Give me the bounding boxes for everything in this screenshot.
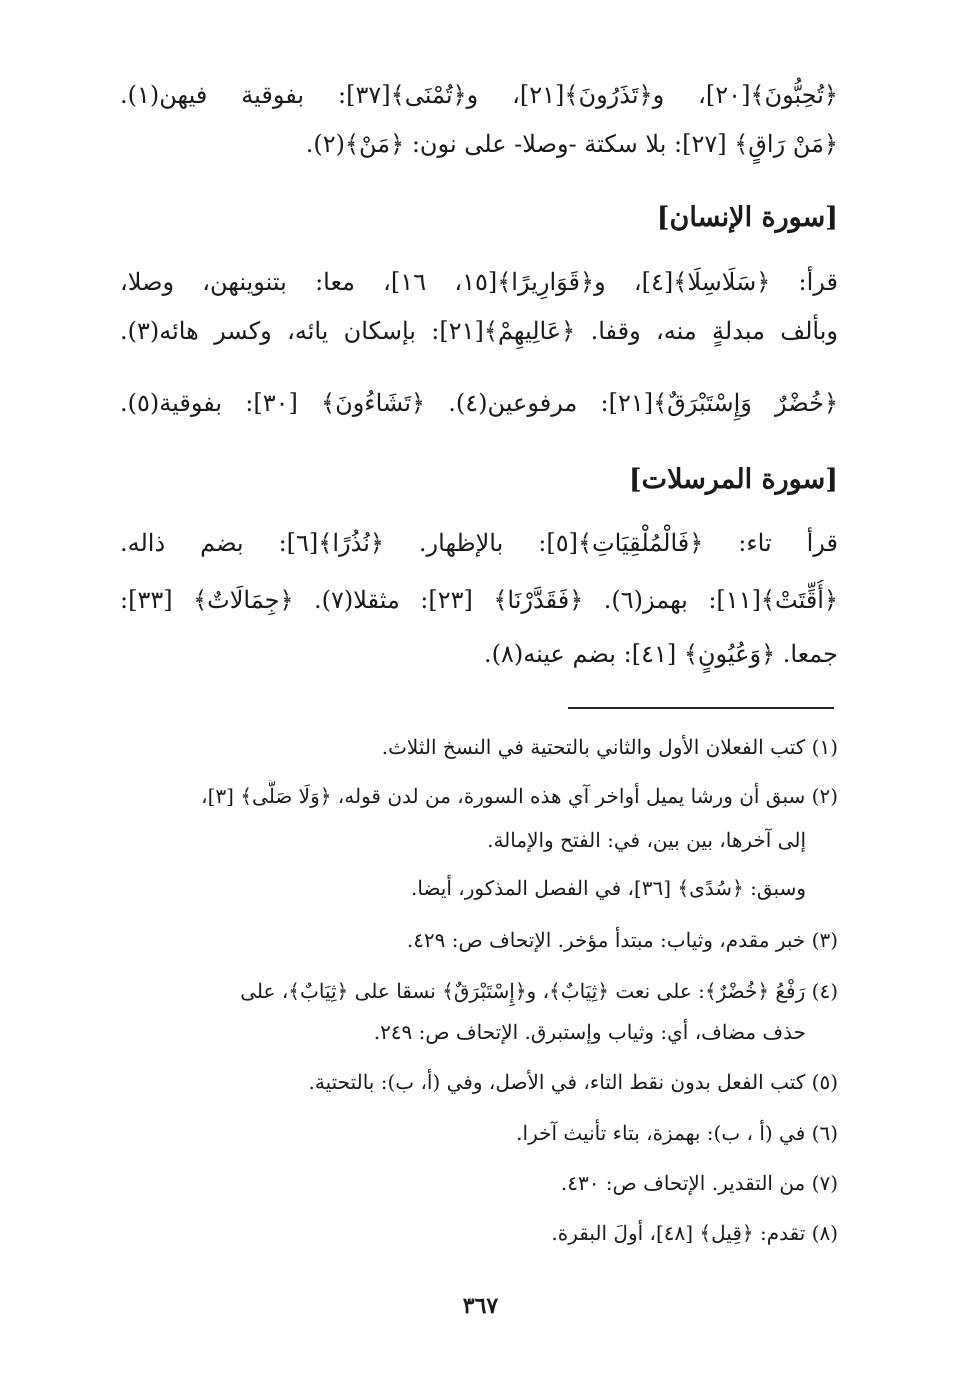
footnote-5: (٥) كتب الفعل بدون نقط التاء، في الأصل، وفي (أ، ب): بالتحتية. [308, 1070, 838, 1094]
footnote-2-note: وسبق: ﴿سُدًى﴾ [٣٦]، في الفصل المذكور، أيضا. [411, 876, 806, 900]
body-line-5: ﴿خُضْرٌ وَإِسْتَبْرَقٌ﴾[٢١]: مرفوعين(٤). ﴿تَشَاءُونَ﴾ [٣٠]: بفوقية(٥). [120, 389, 838, 417]
footnote-7: (٧) من التقدير. الإتحاف ص: ٤٣٠. [560, 1171, 838, 1195]
footnote-4-continuation: حذف مضاف، أي: وثياب وإستبرق. الإتحاف ص: ٢٤٩. [373, 1020, 806, 1044]
surah-heading-mursalat: [سورة المرسلات] [628, 464, 838, 495]
surah-heading-insan: [سورة الإنسان] [656, 202, 838, 233]
footnote-3: (٣) خبر مقدم، وثياب: مبتدأ مؤخر. الإتحاف ص: ٤٢٩. [406, 928, 838, 952]
body-line-4: وبألف مبدلةٍ منه، وقفا. ﴿عَالِيهِمْ﴾[٢١]: بإسكان يائه، وكسر هائه(٣). [120, 317, 838, 345]
footnote-4: (٤) رَفْعُ ﴿خُضْرٌ﴾: على نعت ﴿ثِيَابٌ﴾، و﴿إِسْتَبْرَقٌ﴾ نسقا على ﴿ثِيَابٌ﴾، على [240, 979, 838, 1003]
footnote-separator [568, 707, 834, 709]
body-line-6: قرأ تاء: ﴿فَالْمُلْقِيَاتِ﴾[٥]: بالإظهار. ﴿نُذُرًا﴾[٦]: بضم ذاله. [120, 529, 838, 557]
body-line-8: جمعا. ﴿وَعُيُونٍ﴾ [٤١]: بضم عينه(٨). [483, 640, 838, 668]
footnote-1: (١) كتب الفعلان الأول والثاني بالتحتية في النسخ الثلاث. [381, 735, 838, 759]
body-line-1: ﴿تُحِبُّونَ﴾[٢٠]، و﴿تَذَرُونَ﴾[٢١]، و﴿تُمْنَى﴾[٣٧]: بفوقية فيهن(١). [120, 81, 838, 109]
footnote-8: (٨) تقدم: ﴿قِيل﴾ [٤٨]، أولَ البقرة. [551, 1221, 838, 1245]
footnote-2: (٢) سبق أن ورشا يميل أواخر آي هذه السورة، من لدن قوله، ﴿وَلَا صَلَّى﴾ [٣]، [201, 784, 838, 808]
body-line-2: ﴿مَنْ رَاقٍ﴾ [٢٧]: بلا سكتة -وصلا- على نون: ﴿مَنْ﴾(٢). [305, 130, 838, 158]
page-number: ٣٦٧ [462, 1293, 499, 1319]
body-line-3: قرأ: ﴿سَلَاسِلَا﴾[٤]، و﴿قَوَارِيرًا﴾[١٥، ١٦]، معا: بتنوينهن، وصلا، [120, 268, 838, 296]
footnote-2-continuation: إلى آخرها، بين بين، في: الفتح والإمالة. [487, 828, 806, 852]
body-line-7: ﴿أُقِّتَتْ﴾[١١]: بهمز(٦). ﴿فَقَدَّرْنَا﴾ [٢٣]: مثقلا(٧). ﴿جِمَالَاتٌ﴾ [٣٣]: [120, 586, 838, 614]
footnote-6: (٦) في (أ ، ب): بهمزة، بتاء تأنيث آخرا. [516, 1121, 838, 1145]
